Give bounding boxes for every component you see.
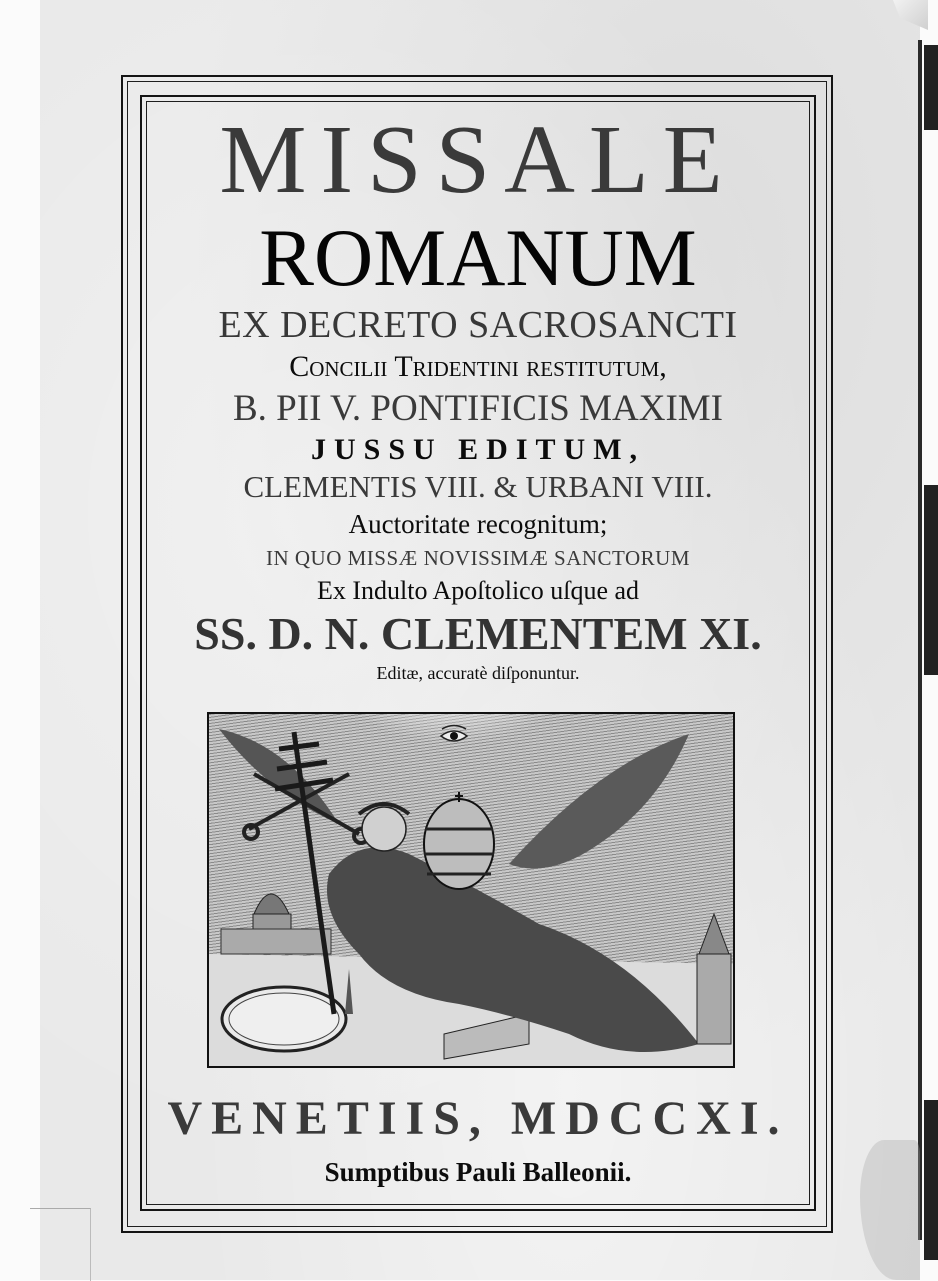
title-missale: MISSALE [219,106,737,214]
torn-paper-edge [30,1208,91,1281]
book-spine-edge [924,1100,938,1260]
book-spine-edge [924,485,938,675]
subtitle-ss-dn: SS. D. N. CLEMENTEM XI. [194,608,762,659]
subtitle-jussu: JUSSU EDITUM, [310,433,646,466]
subtitle-clementis: CLEMENTIS VIII. & URBANI VIII. [243,469,713,504]
imprint-block [148,1090,808,1192]
book-spine-edge [924,45,938,130]
engraving-illustration [207,712,735,1068]
imprint-publisher: Sumptibus Pauli Balleonii. [324,1157,632,1187]
st-peters-dome-icon [221,894,331,954]
title-block [148,104,808,686]
imprint-place-date: VENETIIS, MDCCXI. [167,1092,789,1145]
subtitle-ex-indulto: Ex Indulto Apoſtolico uſque ad [316,576,640,605]
page-edge [918,40,922,1240]
tower-building-icon [697,914,731,1044]
subtitle-concilii: Concilii Tridentini reſtitutum, [289,350,667,383]
subtitle-ex-decreto: EX DECRETO SACROSANCTI [218,304,738,346]
subtitle-auctoritate: Auctoritate recognitum; [348,509,608,539]
engraving-scene-icon [209,714,735,1068]
title-romanum: ROMANUM [259,212,697,303]
subtitle-editae: Editæ, accuratè diſponuntur. [376,663,580,683]
subtitle-in-quo: IN QUO MISSÆ NOVISSIMÆ SANCTORUM [265,546,690,570]
subtitle-pii: B. PII V. PONTIFICIS MAXIMI [233,388,723,429]
